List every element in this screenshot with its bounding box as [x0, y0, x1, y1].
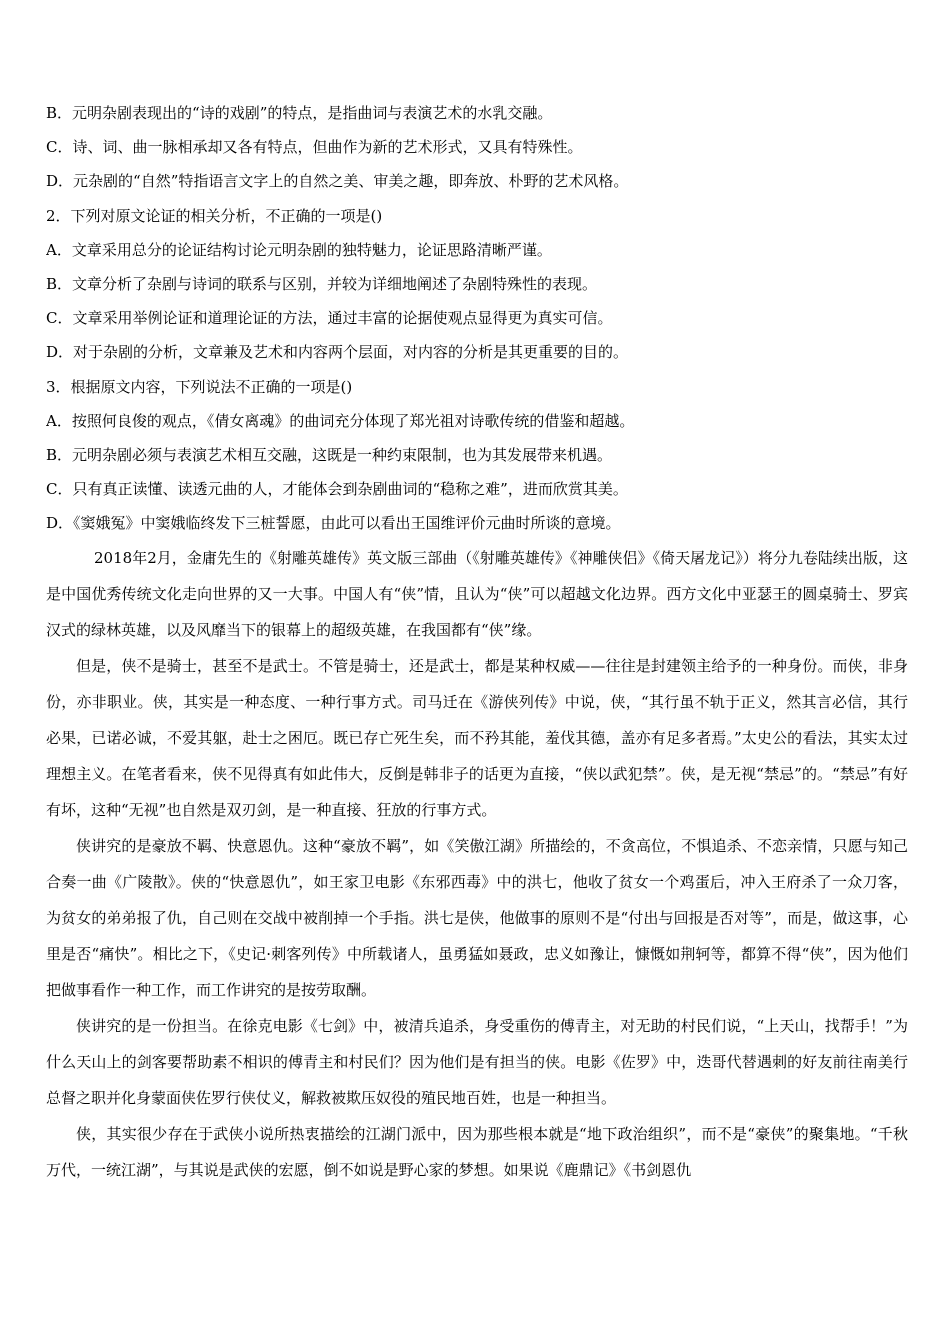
option-line: C．诗、词、曲一脉相承却又各有特点，但曲作为新的艺术形式，又具有特殊性。 [46, 138, 583, 157]
option-line: C．文章采用举例论证和道理论证的方法，通过丰富的论据使观点显得更为真实可信。 [46, 309, 613, 328]
passage-paragraph: 侠，其实很少存在于武侠小说所热衷描绘的江湖门派中，因为那些根本就是“地下政治组织”，而不是“豪侠”的聚集地。“千秋万代，一统江湖”，与其说是武侠的宏愿，倒不如说是野心家的梦想。如果说《鹿鼎记》《书剑恩仇 [46, 1125, 908, 1179]
option-line: B．元明杂剧必须与表演艺术相互交融，这既是一种约束限制，也为其发展带来机遇。 [46, 445, 613, 464]
option-line: B．文章分析了杂剧与诗词的联系与区别，并较为详细地阐述了杂剧特殊性的表现。 [46, 274, 598, 293]
option-line: D．对于杂剧的分析，文章兼及艺术和内容两个层面，对内容的分析是其更重要的目的。 [46, 343, 629, 362]
option-line: A．文章采用总分的论证结构讨论元明杂剧的独特魅力，论证思路清晰严谨。 [46, 240, 552, 259]
question-stem: 3．根据原文内容，下列说法不正确的一项是() [46, 377, 353, 396]
option-line: D．元杂剧的“自然”特指语言文字上的自然之美、审美之趣，即奔放、朴野的艺术风格。 [46, 172, 629, 191]
option-line: A．按照何良俊的观点，《倩女离魂》的曲词充分体现了郑光祖对诗歌传统的借鉴和超越。 [46, 411, 635, 430]
option-line: C．只有真正读懂、读透元曲的人，才能体会到杂剧曲词的“稳称之难”，进而欣赏其美。 [46, 480, 628, 499]
passage-paragraph: 2018年2月，金庸先生的《射雕英雄传》英文版三部曲（《射雕英雄传》《神雕侠侣》《倚天屠龙记》）将分九卷陆续出版，这是中国优秀传统文化走向世界的又一大事。中国人有“侠”情，且认为“侠”可以超越文化边界。西方文化中亚瑟王的圆桌骑士、罗宾汉式的绿林英雄，以及风靡当下的银幕上的超级英雄，在我国都有“侠”缘。 [46, 549, 908, 639]
question-stem: 2．下列对原文论证的相关分析，不正确的一项是() [46, 206, 383, 225]
question-options-block [46, 96, 916, 540]
reading-passage [46, 540, 908, 1188]
passage-paragraph: 但是，侠不是骑士，甚至不是武士。不管是骑士，还是武士，都是某种权威——往往是封建领主给予的一种身份。而侠，非身份，亦非职业。侠，其实是一种态度、一种行事方式。司马迁在《游侠列传》中说，侠，“其行虽不轨于正义，然其言必信，其行必果，已诺必诚，不爱其躯，赴士之困厄。既已存亡死生矣，而不矜其能，羞伐其德，盖亦有足多者焉。”太史公的看法，其实太过理想主义。在笔者看来，侠不见得真有如此伟大，反倒是韩非子的话更为直接，“侠以武犯禁”。侠，是无视“禁忌”的。“禁忌”有好有坏，这种“无视”也自然是双刃剑，是一种直接、狂放的行事方式。 [46, 657, 908, 819]
option-line: D．《窦娥冤》中窦娥临终发下三桩誓愿，由此可以看出王国维评价元曲时所谈的意境。 [46, 514, 621, 533]
passage-paragraph: 侠讲究的是豪放不羁、快意恩仇。这种“豪放不羁”，如《笑傲江湖》所描绘的，不贪高位，不惧追杀、不恋亲情，只愿与知己合奏一曲《广陵散》。侠的“快意恩仇”，如王家卫电影《东邪西毒》中的洪七，他收了贫女一个鸡蛋后，冲入王府杀了一众刀客，为贫女的弟弟报了仇，自己则在交战中被削掉一个手指。洪七是侠，他做事的原则不是“付出与回报是否对等”，而是，做这事，心里是否“痛快”。相比之下，《史记·刺客列传》中所载诸人，虽勇猛如聂政，忠义如豫让，慷慨如荆轲等，都算不得“侠”，因为他们把做事看作一种工作，而工作讲究的是按劳取酬。 [46, 837, 908, 999]
option-line: B．元明杂剧表现出的“诗的戏剧”的特点，是指曲词与表演艺术的水乳交融。 [46, 104, 553, 122]
passage-paragraph: 侠讲究的是一份担当。在徐克电影《七剑》中，被清兵追杀，身受重伤的傅青主，对无助的村民们说，“上天山，找帮手！”为什么天山上的剑客要帮助素不相识的傅青主和村民们？因为他们是有担当的侠。电影《佐罗》中，迭哥代替遇刺的好友前往南美行总督之职并化身蒙面侠佐罗行侠仗义，解救被欺压奴役的殖民地百姓，也是一种担当。 [46, 1017, 908, 1107]
